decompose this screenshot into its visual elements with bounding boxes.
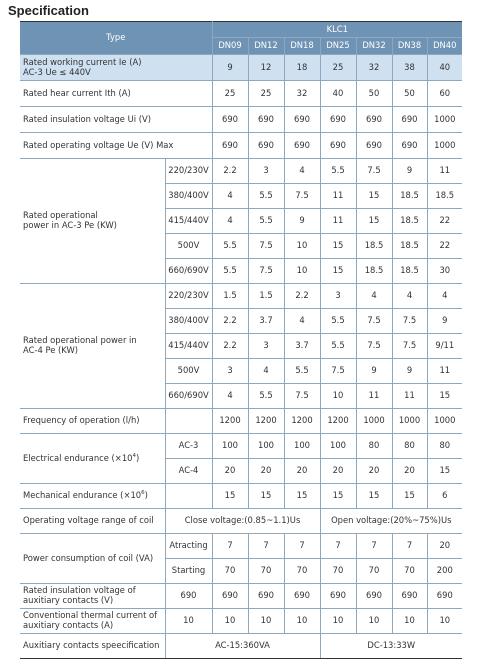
row-aux-insulation <box>20 584 462 609</box>
table-cell: 690 <box>248 107 284 133</box>
state-cell: Starting <box>165 559 212 584</box>
table-cell: 7.5 <box>248 234 284 259</box>
table-cell: 25 <box>212 81 248 107</box>
table-cell: 15 <box>392 484 427 509</box>
table-cell: 690 <box>212 584 248 609</box>
voltage-cell: 220/230V <box>165 159 212 184</box>
table-cell: 100 <box>320 434 356 459</box>
table-cell: 690 <box>320 107 356 133</box>
table-cell: 40 <box>427 55 462 81</box>
table-cell: 7 <box>284 534 320 559</box>
table-cell: 6 <box>427 484 462 509</box>
header-model: DN09 <box>212 38 248 55</box>
table-cell: 7 <box>356 534 392 559</box>
table-cell: 50 <box>356 81 392 107</box>
table-cell: 10 <box>284 234 320 259</box>
row-heat-current <box>20 81 462 107</box>
row-working-current <box>20 55 462 81</box>
table-cell: 3 <box>320 284 356 309</box>
table-cell: 5.5 <box>284 359 320 384</box>
table-cell: 4 <box>392 284 427 309</box>
table-cell: 2.2 <box>212 159 248 184</box>
table-cell: 7.5 <box>392 309 427 334</box>
row-label: Rated insulation voltage of auxitiary contacts (V) <box>20 584 165 609</box>
table-cell: 70 <box>392 559 427 584</box>
table-cell: 70 <box>356 559 392 584</box>
table-cell: 10 <box>165 609 212 634</box>
table-cell: 32 <box>356 55 392 81</box>
table-cell: 7 <box>212 534 248 559</box>
table-cell: 1200 <box>284 409 320 434</box>
table-cell: 11 <box>427 159 462 184</box>
table-cell: 5.5 <box>212 259 248 284</box>
table-cell: 1.5 <box>212 284 248 309</box>
table-cell: 11 <box>392 384 427 409</box>
table-cell: 1000 <box>392 409 427 434</box>
row-frequency <box>20 409 462 434</box>
row-power-ac3 <box>20 159 462 184</box>
row-label: Rated operational power in AC-3 Pe (KW) <box>20 159 165 284</box>
close-voltage-cell: Close voltage:(0.85~1.1)Us <box>165 509 320 534</box>
table-cell: 70 <box>320 559 356 584</box>
header-model: DN32 <box>356 38 392 55</box>
row-label: Mechanical endurance $(\times 10^6)$ <box>20 484 165 509</box>
table-cell: 690 <box>427 584 462 609</box>
table-cell: 20 <box>427 534 462 559</box>
row-label: Frequency of operation (l/h) <box>20 409 165 434</box>
row-aux-spec <box>20 634 462 659</box>
table-cell: 5.5 <box>212 234 248 259</box>
open-voltage-cell: Open voltage:(20%~75%)Us <box>320 509 462 534</box>
table-cell: 11 <box>320 184 356 209</box>
row-label: Rated operational power in AC-4 Pe (KW) <box>20 284 165 409</box>
table-cell: 40 <box>320 81 356 107</box>
table-cell: 100 <box>248 434 284 459</box>
header-model: DN18 <box>284 38 320 55</box>
table-cell: 15 <box>284 484 320 509</box>
header-group: KLC1 <box>212 22 462 38</box>
table-cell: 22 <box>427 209 462 234</box>
table-cell: 18.5 <box>392 209 427 234</box>
table-cell: 80 <box>392 434 427 459</box>
table-cell: 30 <box>427 259 462 284</box>
table-cell: 9 <box>212 55 248 81</box>
table-cell: 20 <box>392 459 427 484</box>
table-cell: 5.5 <box>248 384 284 409</box>
table-cell: 5.5 <box>320 159 356 184</box>
category-cell: AC-3 <box>165 434 212 459</box>
table-cell: 15 <box>427 459 462 484</box>
table-cell: 9 <box>356 359 392 384</box>
table-cell: 1200 <box>212 409 248 434</box>
category-cell: AC-4 <box>165 459 212 484</box>
table-cell: 15 <box>356 484 392 509</box>
table-cell: 10 <box>356 609 392 634</box>
table-cell: 1200 <box>248 409 284 434</box>
table-cell: 4 <box>356 284 392 309</box>
table-cell: 80 <box>427 434 462 459</box>
table-cell: 1200 <box>320 409 356 434</box>
row-label: Rated hear current Ith (A) <box>20 81 212 107</box>
voltage-cell: 380/400V <box>165 184 212 209</box>
voltage-cell: 660/690V <box>165 384 212 409</box>
table-cell: 50 <box>392 81 427 107</box>
table-cell: 7 <box>248 534 284 559</box>
table-cell: 5.5 <box>320 334 356 359</box>
table-cell: 690 <box>320 584 356 609</box>
table-cell: 10 <box>284 259 320 284</box>
voltage-cell: 500V <box>165 359 212 384</box>
table-cell: 10 <box>392 609 427 634</box>
table-cell: 1000 <box>427 107 462 133</box>
table-cell: 7.5 <box>248 259 284 284</box>
table-cell: 7.5 <box>356 309 392 334</box>
table-cell: 15 <box>248 484 284 509</box>
table-cell: 690 <box>248 133 284 159</box>
table-cell: 15 <box>320 484 356 509</box>
table-cell: 18 <box>284 55 320 81</box>
table-cell: 15 <box>427 384 462 409</box>
table-cell: 9 <box>284 209 320 234</box>
table-cell: 690 <box>356 584 392 609</box>
specification-table <box>20 21 462 659</box>
table-cell: 4 <box>284 309 320 334</box>
table-cell: 690 <box>165 584 212 609</box>
table-cell: 80 <box>356 434 392 459</box>
table-cell: 7.5 <box>284 184 320 209</box>
table-cell: 5.5 <box>320 309 356 334</box>
table-cell: 9 <box>427 309 462 334</box>
header-model: DN40 <box>427 38 462 55</box>
voltage-cell: 220/230V <box>165 284 212 309</box>
ac-spec-cell: AC-15:360VA <box>165 634 320 659</box>
table-cell: 20 <box>248 459 284 484</box>
table-cell: 7.5 <box>356 159 392 184</box>
table-cell: 690 <box>284 584 320 609</box>
table-cell: 22 <box>427 234 462 259</box>
table-cell: 2.2 <box>212 334 248 359</box>
row-power-ac4 <box>20 284 462 309</box>
table-cell: 690 <box>284 133 320 159</box>
table-cell: 690 <box>284 107 320 133</box>
table-cell: 100 <box>284 434 320 459</box>
table-cell: 5.5 <box>248 184 284 209</box>
table-cell: 7.5 <box>284 384 320 409</box>
table-cell: 1.5 <box>248 284 284 309</box>
table-cell: 12 <box>248 55 284 81</box>
table-cell: 25 <box>248 81 284 107</box>
table-cell: 7 <box>392 534 427 559</box>
row-mechanical-endurance <box>20 484 462 509</box>
table-cell: 11 <box>427 359 462 384</box>
table-cell: 9 <box>392 359 427 384</box>
table-cell: 1000 <box>356 409 392 434</box>
row-label: Auxitiary contacts speecification <box>20 634 165 659</box>
voltage-cell: 415/440V <box>165 209 212 234</box>
table-cell: 4 <box>427 284 462 309</box>
table-cell: 10 <box>248 609 284 634</box>
table-cell: 18.5 <box>356 234 392 259</box>
header-model: DN12 <box>248 38 284 55</box>
row-coil-voltage-range <box>20 509 462 534</box>
empty-cell <box>165 484 212 509</box>
voltage-cell: 660/690V <box>165 259 212 284</box>
table-cell: 15 <box>356 184 392 209</box>
table-cell: 70 <box>248 559 284 584</box>
table-cell: 4 <box>284 159 320 184</box>
table-cell: 10 <box>212 609 248 634</box>
table-cell: 60 <box>427 81 462 107</box>
table-cell: 200 <box>427 559 462 584</box>
table-cell: 3 <box>212 359 248 384</box>
table-cell: 690 <box>392 584 427 609</box>
table-cell: 18.5 <box>356 259 392 284</box>
table-cell: 3 <box>248 159 284 184</box>
table-cell: 18.5 <box>427 184 462 209</box>
table-cell: 15 <box>212 484 248 509</box>
table-cell: 690 <box>212 133 248 159</box>
voltage-cell: 415/440V <box>165 334 212 359</box>
table-cell: 4 <box>248 359 284 384</box>
row-insulation-voltage <box>20 107 462 133</box>
row-aux-thermal <box>20 609 462 634</box>
table-cell: 3.7 <box>248 309 284 334</box>
voltage-cell: 500V <box>165 234 212 259</box>
row-label: Rated operating voltage Ue (V) Max <box>20 133 212 159</box>
page-title: Specification <box>8 3 89 18</box>
table-cell: 5.5 <box>248 209 284 234</box>
table-cell: 9/11 <box>427 334 462 359</box>
table-cell: 18.5 <box>392 184 427 209</box>
row-label: Power consumption of coil (VA) <box>20 534 165 584</box>
row-label: Rated insulation voltage Ui (V) <box>20 107 212 133</box>
table-cell: 690 <box>356 133 392 159</box>
row-operating-voltage <box>20 133 462 159</box>
table-cell: 690 <box>392 133 427 159</box>
table-cell: 690 <box>356 107 392 133</box>
row-label: Operating voltage range of coil <box>20 509 165 534</box>
table-cell: 15 <box>320 259 356 284</box>
table-cell: 4 <box>212 184 248 209</box>
table-cell: 7 <box>320 534 356 559</box>
table-cell: 7.5 <box>320 359 356 384</box>
table-cell: 10 <box>427 609 462 634</box>
table-cell: 10 <box>284 609 320 634</box>
header-model: DN25 <box>320 38 356 55</box>
dc-spec-cell: DC-13:33W <box>320 634 462 659</box>
table-cell: 15 <box>320 234 356 259</box>
state-cell: Atracting <box>165 534 212 559</box>
table-cell: 32 <box>284 81 320 107</box>
row-label: Electrical endurance $(\times 10^4)$ <box>20 434 165 484</box>
table-cell: 1000 <box>427 409 462 434</box>
table-cell: 690 <box>320 133 356 159</box>
table-cell: 10 <box>320 384 356 409</box>
table-cell: 1000 <box>427 133 462 159</box>
table-cell: 20 <box>212 459 248 484</box>
table-cell: 18.5 <box>392 234 427 259</box>
voltage-cell: 380/400V <box>165 309 212 334</box>
table-cell: 25 <box>320 55 356 81</box>
table-cell: 11 <box>320 209 356 234</box>
table-cell: 20 <box>356 459 392 484</box>
table-cell: 690 <box>248 584 284 609</box>
table-cell: 4 <box>212 209 248 234</box>
table-cell: 18.5 <box>392 259 427 284</box>
table-cell: 2.2 <box>284 284 320 309</box>
row-electrical-endurance <box>20 434 462 459</box>
table-cell: 38 <box>392 55 427 81</box>
header-type: Type <box>20 22 212 55</box>
table-cell: 10 <box>320 609 356 634</box>
table-cell: 3 <box>248 334 284 359</box>
table-cell: 9 <box>392 159 427 184</box>
table-cell: 7.5 <box>392 334 427 359</box>
table-cell: 7.5 <box>356 334 392 359</box>
table-cell: 15 <box>356 209 392 234</box>
table-cell: 70 <box>212 559 248 584</box>
table-cell: 690 <box>392 107 427 133</box>
table-cell: 70 <box>284 559 320 584</box>
row-label: Rated working current Ie (A) AC-3 Ue ≤ 440V <box>20 55 212 81</box>
table-cell: 690 <box>212 107 248 133</box>
table-cell: 11 <box>356 384 392 409</box>
table-cell: 4 <box>212 384 248 409</box>
row-label: Conventional thermal current of auxitiary contacts (A) <box>20 609 165 634</box>
table-cell: 2.2 <box>212 309 248 334</box>
table-cell: 20 <box>320 459 356 484</box>
row-coil-power <box>20 534 462 559</box>
header-model: DN38 <box>392 38 427 55</box>
table-cell: 20 <box>284 459 320 484</box>
table-cell: 100 <box>212 434 248 459</box>
empty-cell <box>165 409 212 434</box>
table-cell: 3.7 <box>284 334 320 359</box>
